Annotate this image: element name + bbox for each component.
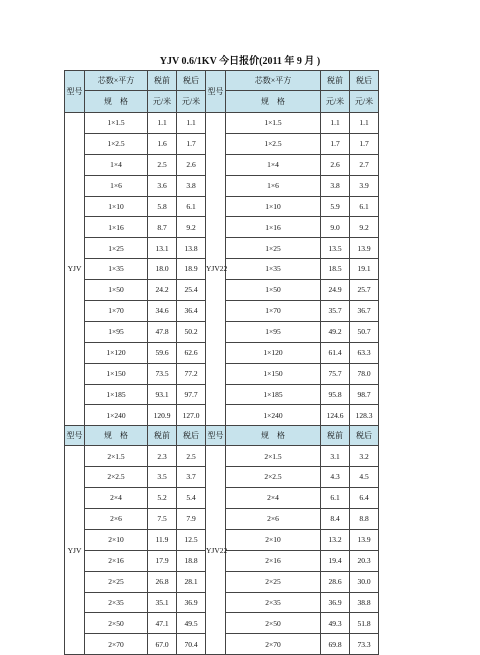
spec-cell: 2×4 xyxy=(85,488,148,509)
section2-header-model-right: 型号 xyxy=(206,426,226,446)
pre-tax-cell: 47.1 xyxy=(148,613,177,634)
post-tax-cell: 25.4 xyxy=(177,280,206,301)
spec-cell: 1×50 xyxy=(85,280,148,301)
post-tax-cell: 25.7 xyxy=(350,280,379,301)
header-model-right: 型号 xyxy=(206,71,226,113)
pre-tax-cell: 2.3 xyxy=(148,446,177,467)
spec-cell: 2×1.5 xyxy=(85,446,148,467)
pre-tax-cell: 67.0 xyxy=(148,634,177,655)
pre-tax-cell: 3.6 xyxy=(148,175,177,196)
model-left-cell: YJV xyxy=(65,446,85,655)
spec-cell: 1×25 xyxy=(226,238,321,259)
post-tax-cell: 3.7 xyxy=(177,467,206,488)
post-tax-cell: 20.3 xyxy=(350,550,379,571)
pre-tax-cell: 24.9 xyxy=(321,280,350,301)
pre-tax-cell: 13.2 xyxy=(321,529,350,550)
header-spec-right: 规 格 xyxy=(226,91,321,113)
pre-tax-cell: 75.7 xyxy=(321,363,350,384)
section2-header-post-tax-right: 税后 xyxy=(350,426,379,446)
header-spec-cores-left: 芯数×平方 xyxy=(85,71,148,91)
pre-tax-cell: 35.1 xyxy=(148,592,177,613)
post-tax-cell: 50.7 xyxy=(350,321,379,342)
spec-cell: 2×10 xyxy=(226,529,321,550)
table-row xyxy=(65,446,379,467)
post-tax-cell: 3.2 xyxy=(350,446,379,467)
spec-cell: 2×2.5 xyxy=(226,467,321,488)
spec-cell: 1×10 xyxy=(226,196,321,217)
price-table xyxy=(64,70,379,655)
pre-tax-cell: 1.1 xyxy=(148,113,177,134)
post-tax-cell: 19.1 xyxy=(350,259,379,280)
post-tax-cell: 78.0 xyxy=(350,363,379,384)
spec-cell: 1×25 xyxy=(85,238,148,259)
pre-tax-cell: 3.1 xyxy=(321,446,350,467)
spec-cell: 1×185 xyxy=(226,384,321,405)
spec-cell: 1×4 xyxy=(226,154,321,175)
post-tax-cell: 36.4 xyxy=(177,301,206,322)
pre-tax-cell: 5.8 xyxy=(148,196,177,217)
post-tax-cell: 1.1 xyxy=(177,113,206,134)
model-right-cell: YJV22 xyxy=(206,446,226,655)
post-tax-cell: 13.9 xyxy=(350,238,379,259)
spec-cell: 1×240 xyxy=(85,405,148,426)
pre-tax-cell: 49.2 xyxy=(321,321,350,342)
section2-header-pre-tax-left: 税前 xyxy=(148,426,177,446)
pre-tax-cell: 19.4 xyxy=(321,550,350,571)
post-tax-cell: 4.5 xyxy=(350,467,379,488)
pre-tax-cell: 1.7 xyxy=(321,133,350,154)
spec-cell: 1×150 xyxy=(226,363,321,384)
spec-cell: 1×185 xyxy=(85,384,148,405)
pre-tax-cell: 120.9 xyxy=(148,405,177,426)
pre-tax-cell: 69.8 xyxy=(321,634,350,655)
post-tax-cell: 127.0 xyxy=(177,405,206,426)
pre-tax-cell: 124.6 xyxy=(321,405,350,426)
spec-cell: 2×35 xyxy=(85,592,148,613)
pre-tax-cell: 9.0 xyxy=(321,217,350,238)
post-tax-cell: 77.2 xyxy=(177,363,206,384)
header-spec-left: 规 格 xyxy=(85,91,148,113)
pre-tax-cell: 13.5 xyxy=(321,238,350,259)
spec-cell: 1×35 xyxy=(226,259,321,280)
header-pre-tax-left: 税前 xyxy=(148,71,177,91)
post-tax-cell: 98.7 xyxy=(350,384,379,405)
spec-cell: 1×2.5 xyxy=(85,133,148,154)
post-tax-cell: 38.8 xyxy=(350,592,379,613)
post-tax-cell: 3.9 xyxy=(350,175,379,196)
pre-tax-cell: 49.3 xyxy=(321,613,350,634)
pre-tax-cell: 73.5 xyxy=(148,363,177,384)
pre-tax-cell: 28.6 xyxy=(321,571,350,592)
pre-tax-cell: 4.3 xyxy=(321,467,350,488)
header-pre-tax-right: 税前 xyxy=(321,71,350,91)
price-table-body xyxy=(65,71,379,655)
post-tax-cell: 36.9 xyxy=(177,592,206,613)
header-unit-pre-right: 元/米 xyxy=(321,91,350,113)
spec-cell: 1×1.5 xyxy=(226,113,321,134)
pre-tax-cell: 95.8 xyxy=(321,384,350,405)
pre-tax-cell: 2.6 xyxy=(321,154,350,175)
spec-cell: 2×50 xyxy=(226,613,321,634)
spec-cell: 1×70 xyxy=(85,301,148,322)
spec-cell: 2×70 xyxy=(226,634,321,655)
header-post-tax-right: 税后 xyxy=(350,71,379,91)
pre-tax-cell: 8.7 xyxy=(148,217,177,238)
header-unit-post-left: 元/米 xyxy=(177,91,206,113)
pre-tax-cell: 59.6 xyxy=(148,342,177,363)
post-tax-cell: 7.9 xyxy=(177,509,206,530)
post-tax-cell: 9.2 xyxy=(177,217,206,238)
section2-header-spec-left: 规 格 xyxy=(85,426,148,446)
model-right-cell: YJV22 xyxy=(206,113,226,426)
post-tax-cell: 73.3 xyxy=(350,634,379,655)
spec-cell: 2×2.5 xyxy=(85,467,148,488)
post-tax-cell: 28.1 xyxy=(177,571,206,592)
spec-cell: 1×120 xyxy=(85,342,148,363)
post-tax-cell: 51.8 xyxy=(350,613,379,634)
post-tax-cell: 13.9 xyxy=(350,529,379,550)
post-tax-cell: 2.6 xyxy=(177,154,206,175)
pre-tax-cell: 2.5 xyxy=(148,154,177,175)
post-tax-cell: 128.3 xyxy=(350,405,379,426)
spec-cell: 1×4 xyxy=(85,154,148,175)
spec-cell: 1×6 xyxy=(85,175,148,196)
pre-tax-cell: 3.5 xyxy=(148,467,177,488)
spec-cell: 2×4 xyxy=(226,488,321,509)
spec-cell: 1×2.5 xyxy=(226,133,321,154)
section2-header-model-left: 型号 xyxy=(65,426,85,446)
pre-tax-cell: 5.2 xyxy=(148,488,177,509)
post-tax-cell: 6.1 xyxy=(350,196,379,217)
post-tax-cell: 49.5 xyxy=(177,613,206,634)
pre-tax-cell: 93.1 xyxy=(148,384,177,405)
pre-tax-cell: 5.9 xyxy=(321,196,350,217)
pre-tax-cell: 7.5 xyxy=(148,509,177,530)
section2-header-post-tax-left: 税后 xyxy=(177,426,206,446)
post-tax-cell: 13.8 xyxy=(177,238,206,259)
spec-cell: 1×70 xyxy=(226,301,321,322)
post-tax-cell: 2.5 xyxy=(177,446,206,467)
post-tax-cell: 8.8 xyxy=(350,509,379,530)
header-unit-pre-left: 元/米 xyxy=(148,91,177,113)
post-tax-cell: 18.8 xyxy=(177,550,206,571)
post-tax-cell: 1.7 xyxy=(350,133,379,154)
pre-tax-cell: 24.2 xyxy=(148,280,177,301)
spec-cell: 2×16 xyxy=(85,550,148,571)
spec-cell: 1×120 xyxy=(226,342,321,363)
post-tax-cell: 63.3 xyxy=(350,342,379,363)
spec-cell: 2×6 xyxy=(226,509,321,530)
pre-tax-cell: 36.9 xyxy=(321,592,350,613)
spec-cell: 2×6 xyxy=(85,509,148,530)
spec-cell: 1×240 xyxy=(226,405,321,426)
spec-cell: 2×1.5 xyxy=(226,446,321,467)
pre-tax-cell: 18.5 xyxy=(321,259,350,280)
post-tax-cell: 97.7 xyxy=(177,384,206,405)
section2-header-pre-tax-right: 税前 xyxy=(321,426,350,446)
post-tax-cell: 1.1 xyxy=(350,113,379,134)
pre-tax-cell: 18.0 xyxy=(148,259,177,280)
spec-cell: 1×6 xyxy=(226,175,321,196)
pre-tax-cell: 11.9 xyxy=(148,529,177,550)
post-tax-cell: 2.7 xyxy=(350,154,379,175)
pre-tax-cell: 6.1 xyxy=(321,488,350,509)
post-tax-cell: 1.7 xyxy=(177,133,206,154)
spec-cell: 2×25 xyxy=(85,571,148,592)
post-tax-cell: 50.2 xyxy=(177,321,206,342)
pre-tax-cell: 61.4 xyxy=(321,342,350,363)
pre-tax-cell: 17.9 xyxy=(148,550,177,571)
spec-cell: 1×35 xyxy=(85,259,148,280)
pre-tax-cell: 3.8 xyxy=(321,175,350,196)
spec-cell: 1×50 xyxy=(226,280,321,301)
spec-cell: 1×16 xyxy=(226,217,321,238)
pre-tax-cell: 47.8 xyxy=(148,321,177,342)
spec-cell: 2×35 xyxy=(226,592,321,613)
spec-cell: 1×95 xyxy=(85,321,148,342)
section2-header-spec-right: 规 格 xyxy=(226,426,321,446)
spec-cell: 1×10 xyxy=(85,196,148,217)
post-tax-cell: 36.7 xyxy=(350,301,379,322)
post-tax-cell: 6.4 xyxy=(350,488,379,509)
spec-cell: 1×16 xyxy=(85,217,148,238)
header-model-left: 型号 xyxy=(65,71,85,113)
page-title: YJV 0.6/1KV 今日报价(2011 年 9 月 ) xyxy=(159,56,321,67)
header-unit-post-right: 元/米 xyxy=(350,91,379,113)
post-tax-cell: 18.9 xyxy=(177,259,206,280)
header-row xyxy=(65,71,379,91)
section2-header-row xyxy=(65,426,379,446)
table-row xyxy=(65,113,379,134)
pre-tax-cell: 13.1 xyxy=(148,238,177,259)
post-tax-cell: 30.0 xyxy=(350,571,379,592)
spec-cell: 1×95 xyxy=(226,321,321,342)
pre-tax-cell: 8.4 xyxy=(321,509,350,530)
model-left-cell: YJV xyxy=(65,113,85,426)
pre-tax-cell: 1.6 xyxy=(148,133,177,154)
spec-cell: 2×70 xyxy=(85,634,148,655)
spec-cell: 1×150 xyxy=(85,363,148,384)
header-post-tax-left: 税后 xyxy=(177,71,206,91)
spec-cell: 2×16 xyxy=(226,550,321,571)
post-tax-cell: 6.1 xyxy=(177,196,206,217)
spec-cell: 1×1.5 xyxy=(85,113,148,134)
spec-cell: 2×10 xyxy=(85,529,148,550)
post-tax-cell: 62.6 xyxy=(177,342,206,363)
pre-tax-cell: 1.1 xyxy=(321,113,350,134)
post-tax-cell: 12.5 xyxy=(177,529,206,550)
spec-cell: 2×50 xyxy=(85,613,148,634)
pre-tax-cell: 35.7 xyxy=(321,301,350,322)
post-tax-cell: 5.4 xyxy=(177,488,206,509)
post-tax-cell: 9.2 xyxy=(350,217,379,238)
post-tax-cell: 3.8 xyxy=(177,175,206,196)
pre-tax-cell: 34.6 xyxy=(148,301,177,322)
post-tax-cell: 70.4 xyxy=(177,634,206,655)
spec-cell: 2×25 xyxy=(226,571,321,592)
pre-tax-cell: 26.8 xyxy=(148,571,177,592)
header-spec-cores-right: 芯数×平方 xyxy=(226,71,321,91)
